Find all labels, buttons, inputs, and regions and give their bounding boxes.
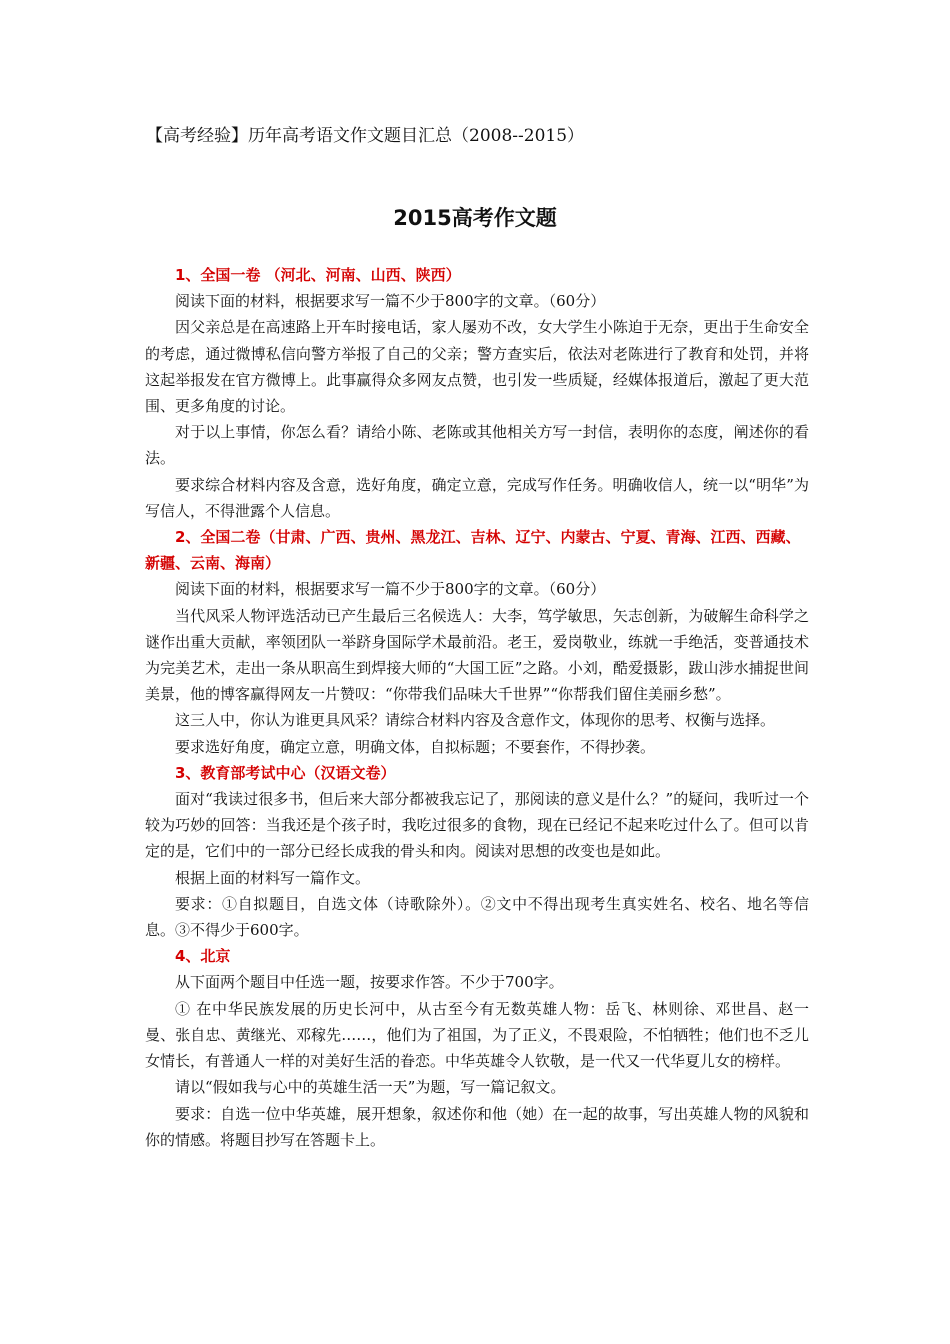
section-heading-3: 3、教育部考试中心（汉语文卷） xyxy=(175,763,396,782)
paragraph: 阅读下面的材料，根据要求写一篇不少于800字的文章。（60分） xyxy=(175,292,606,311)
paragraph: 对于以上事情，你怎么看？请给小陈、老陈或其他相关方写一封信，表明你的态度，阐述你的看法。 xyxy=(145,423,809,468)
paragraph: 因父亲总是在高速路上开车时接电话，家人屡劝不改，女大学生小陈迫于无奈，更出于生命安全的考虑，通过微博私信向警方举报了自己的父亲；警方查实后，依法对老陈进行了教育和处罚，并将这起举报发在官方微博上。此事赢得众多网友点赞，也引发一些质疑，经媒体报道后，激起了更大范围、更多角度的讨论。 xyxy=(145,318,809,416)
section-heading-1: 1、全国一卷 （河北、河南、山西、陕西） xyxy=(175,266,461,284)
paragraph: 要求：①自拟题目，自选文体（诗歌除外）。②文中不得出现考生真实姓名、校名、地名等信息。③不得少于600字。 xyxy=(145,894,809,940)
document-header: 【高考经验】历年高考语文作文题目汇总（2008--2015） xyxy=(146,126,585,146)
paragraph: 阅读下面的材料，根据要求写一篇不少于800字的文章。（60分） xyxy=(175,580,606,599)
section-heading-2: 2、全国二卷（甘肃、广西、贵州、黑龙江、吉林、辽宁、内蒙古、宁夏、青海、江西、西藏、新疆、云南、海南） xyxy=(145,528,801,573)
paragraph: 要求：自选一位中华英雄，展开想象，叙述你和他（她）在一起的故事，写出英雄人物的风貌和你的情感。将题目抄写在答题卡上。 xyxy=(145,1104,809,1149)
paragraph: 这三人中，你认为谁更具风采？请综合材料内容及含意作文，体现你的思考、权衡与选择。 xyxy=(175,711,776,730)
paragraph: 从下面两个题目中任选一题，按要求作答。不少于700字。 xyxy=(175,973,564,992)
paragraph: ① 在中华民族发展的历史长河中，从古至今有无数英雄人物：岳飞、林则徐、邓世昌、赵一曼、张自忠、黄继光、邓稼先……，他们为了祖国，为了正义，不畏艰险，不怕牺牲；他们也不乏儿女情长，有普通人一样的对美好生活的眷恋。中华英雄令人钦敬，是一代又一代华夏儿女的榜样。 xyxy=(145,999,809,1071)
document-body xyxy=(145,262,809,1153)
paragraph: 根据上面的材料写一篇作文。 xyxy=(175,868,371,887)
paragraph: 请以“假如我与心中的英雄生活一天”为题，写一篇记叙文。 xyxy=(175,1078,566,1097)
paragraph: 面对“我读过很多书，但后来大部分都被我忘记了，那阅读的意义是什么？”的疑问，我听过一个较为巧妙的回答：当我还是个孩子时，我吃过很多的食物，现在已经记不起来吃过什么了。但可以肯定的是，它们中的一部分已经长成我的骨头和肉。阅读对思想的改变也是如此。 xyxy=(145,790,809,861)
paragraph: 当代风采人物评选活动已产生最后三名候选人：大李，笃学敏思，矢志创新，为破解生命科学之谜作出重大贡献，率领团队一举跻身国际学术最前沿。老王，爱岗敬业，练就一手绝活，变普通技术为完美艺术，走出一条从职高生到焊接大师的“大国工匠”之路。小刘，酷爱摄影，跋山涉水捕捉世间美景，他的博客赢得网友一片赞叹：“你带我们品味大千世界”“你帮我们留住美丽乡愁”。 xyxy=(145,606,809,704)
document-title: 2015高考作文题 xyxy=(393,206,557,230)
paragraph: 要求选好角度，确定立意，明确文体，自拟标题；不要套作，不得抄袭。 xyxy=(175,737,656,756)
section-heading-4: 4、北京 xyxy=(175,947,231,966)
paragraph: 要求综合材料内容及含意，选好角度，确定立意，完成写作任务。明确收信人，统一以“明华”为写信人，不得泄露个人信息。 xyxy=(145,475,809,520)
